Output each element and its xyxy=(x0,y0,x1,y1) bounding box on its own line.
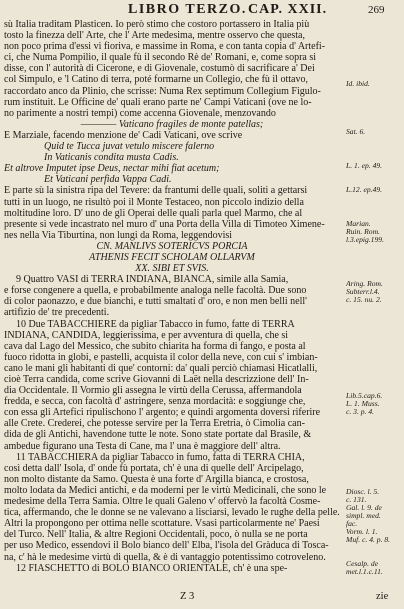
margin-note: L.12. ep.49. xyxy=(346,186,383,194)
text-line: 9 Quattro VASI di TERRA INDIANA, BIANCA, simile alla Samia, xyxy=(16,274,289,286)
margin-note: l.3.epig.199. xyxy=(346,236,384,244)
text-line: XX. SIBI ET SVIS. xyxy=(135,263,209,275)
text-line: raccordato anco da Plinio, che scrisse: Numa Rex septimum Collegium Figulo- xyxy=(4,85,321,97)
text-line: del Turco. Nell' Italia, & altre Regioni Occidentali, poco, ò nulla se ne porta xyxy=(4,529,308,541)
text-line: E Marziale, facendo menzione de' Cadi Vaticani, ove scrive xyxy=(4,129,243,141)
text-line: alle Crete. Crederei, che potesse servire per la Terra Eretria, ò Cimolia can- xyxy=(4,418,305,430)
text-line: per uso Medico, essendovi il Bolo bianco dell' Elba, l'isola del Gràduca di Tosca- xyxy=(4,540,329,552)
margin-note: Muf. c. 4. p. 8. xyxy=(346,536,391,544)
text-line: tosto la finezza dell' Arte, che l' Arte medesima, mentre osservo che questa, xyxy=(4,30,305,42)
margin-note: L. 1. Muss. xyxy=(346,400,380,408)
text-line: medesime della Terra Samia. Oltre le quali Galeno v' offervò la facoltà Cosme- xyxy=(4,496,321,508)
text-line: E parte sù la sinistra ripa del Tevere: da frantumi delle quali, soliti a gettarsi xyxy=(4,185,308,197)
text-line: 10 Due TABACCHIERE da pigliar Tabacco in fumo, fatte di TERRA xyxy=(16,318,295,330)
text-line: no parimente a nostri tempi) come accenna Giovenale, menzovando xyxy=(4,107,276,119)
margin-note: c. 131. xyxy=(346,496,367,504)
signature-mark: Z 3 xyxy=(180,591,195,602)
text-line: CN. MANLIVS SOTERICVS PORCIA xyxy=(96,240,248,252)
margin-notes xyxy=(346,0,404,609)
margin-note: c. 3. p. 4. xyxy=(346,408,375,416)
margin-note: Id. ibid. xyxy=(346,80,370,88)
margin-note: Subterr.l.4. xyxy=(346,288,380,296)
text-line: ———— Vaticano fragiles de monte patellas; xyxy=(80,118,264,130)
margin-note: c. 15. nu. 2. xyxy=(346,296,382,304)
text-line: molto lodata da Medici antichi, e da moderni per le virtù Medicinali, che sono le xyxy=(4,484,327,496)
text-line: moltitudine loro. D' uno de gli Operai delle quali parla quel Marmo, che al xyxy=(4,207,303,219)
text-line: Altri la propongono per ottima nelle scottature. Vsasi particolarmente ne' Paesi xyxy=(4,518,320,530)
margin-note: Lib.5.cap.6. xyxy=(346,392,383,400)
text-line: e forse congenere a quella, e probabilmente analoga nelle facoltà. Due sono xyxy=(4,285,307,297)
margin-note: L. 1. ep. 49. xyxy=(346,162,383,170)
margin-note: Vorm. l. 1. xyxy=(346,528,378,536)
margin-note: Aring. Rom. xyxy=(346,280,383,288)
text-line: col Simpulo, e 'l Catino di terra, poté formarne un Collegio, che fù il ottavo, xyxy=(4,74,308,86)
text-line: ATHENIS FECIT SCHOLAM OLLARVM xyxy=(89,251,255,263)
text-line: artifizio de' tre precedenti. xyxy=(4,307,110,319)
margin-note: Marian. xyxy=(346,220,371,228)
text-line: presente si vede incastrato nel muro d' una Porta della Villa di Timoteo Ximene- xyxy=(4,218,325,230)
text-line: tica, affermando, che le donne se ne valevano a lisciarsi, levado le rughe della pelle. xyxy=(4,507,340,519)
text-line: cioè Terra candida, come scrive Giovanni di Laët nella descrizzione dell' In- xyxy=(4,374,309,385)
margin-note: simpl. med. xyxy=(346,512,381,520)
margin-note: Cesalp. de xyxy=(346,560,379,568)
header-chapter: CAP. XXII. xyxy=(248,2,328,17)
text-line: nes nella Via Tiburtina, non lungi da Roma, leggendovisi xyxy=(4,229,233,241)
running-header xyxy=(0,2,404,20)
page-footer xyxy=(0,591,404,605)
text-line: INDIANA, CANDIDA, leggierissima, e per avventura di quella, che si xyxy=(4,329,289,341)
text-line: fredda, e secca, con facoltà d' astringere, senza mordacità: e soggiunge che, xyxy=(4,396,306,408)
text-line: 12 FIASCHETTO di BOLO BIANCO ORIENTALE, ch' è una spe- xyxy=(16,562,288,574)
margin-note: Diosc. l. 5. xyxy=(346,488,380,496)
page-number: 269 xyxy=(368,4,385,16)
margin-note: fac. xyxy=(346,520,358,528)
margin-note: Sat. 6. xyxy=(346,128,366,136)
text-line: 11 TABACCHIERA da pigliar Tabacco in fumo, fatta di TERRA CHIA, xyxy=(16,451,305,463)
text-line: disse, con l' autorità di Cicerone, e di Giovenale, costumò di sacrificare a' Dei xyxy=(4,63,315,75)
text-line: cano le mani gli habitanti di que' contorni: da' quali perciò chiamasi Hicatlalli, xyxy=(4,362,318,374)
text-line: con essa gli Artefici ripulischono l' argento; e quindi argomenta doversi riferire xyxy=(4,407,321,419)
text-line: cava dal Lago del Messico, che subito chiarita ha forma di fango, e posta al xyxy=(4,340,306,352)
text-line: In Vaticanis condita musta Cadis. xyxy=(44,152,179,164)
text-line: ambedue figurano una Testa di Cane, ma l' una è maggiore dell' altra. xyxy=(4,440,281,452)
margin-note: Gal. l. 9. de xyxy=(346,504,382,512)
text-line: ci, che Numa Pompilio, il quale fù il secondo Rè de' Romani, e, come sopra si xyxy=(4,52,317,64)
text-line: Et Vaticani perfida Vappa Cadi. xyxy=(44,174,172,186)
text-line: rum instituit. Le Officine de' quali erano parte ne' Campi Vaticani (ove ne lo- xyxy=(4,96,312,108)
header-book-title: LIBRO TERZO. xyxy=(128,2,247,17)
catchword: zie xyxy=(376,591,389,602)
text-line: fuoco ridotta in globi, e pastelli, acquista il color della neve, con cui s' imbian- xyxy=(4,351,318,363)
text-line: tutti in un luogo, ne risultò poi il Monte Testaceo, non piccolo indizio della xyxy=(4,196,304,208)
text-line: Quid te Tucca juvat vetulo miscere falerno xyxy=(44,141,215,153)
text-line: non poco prima d'essi vi fioriva, e massime in Roma, e con tanta copia d' Artefi- xyxy=(4,41,326,53)
text-line: na, c' hà le medesime virtù di quella, & è di vantaggio potentissimo cotrovelenо. xyxy=(4,551,326,563)
margin-note: met.l.1.c.11. xyxy=(346,568,383,576)
text-line: dida de gli Antichi, havendone tutte le note. Sono state portate dal Brasile, & xyxy=(4,429,312,441)
text-line: così detta dall' Isola, d' onde fù portata, ch' è una di quelle dell' Arcipelago, xyxy=(4,462,304,474)
margin-note: Ruin. Rom. xyxy=(346,228,380,236)
text-line: dia Occidentale. Il Vormio gli assegna le virtù della Cerussa, affermandola xyxy=(4,385,302,397)
text-line: non molto distante da Samo. Questa è una forte d' Argilla bianca, e crostosa, xyxy=(4,473,309,485)
text-line: Et altrove Imputet ipse Deus, nectar mihi fiat acetum; xyxy=(4,163,220,175)
text-line: di color paonazzo, e due bianchi, e tutti smaltati d' oro, e non men belli nell' xyxy=(4,296,307,308)
page-body-text xyxy=(4,19,340,574)
text-line: sù Italia traditam Plasticen. Io però stimo che costoro portassero in Italia più xyxy=(4,19,310,30)
